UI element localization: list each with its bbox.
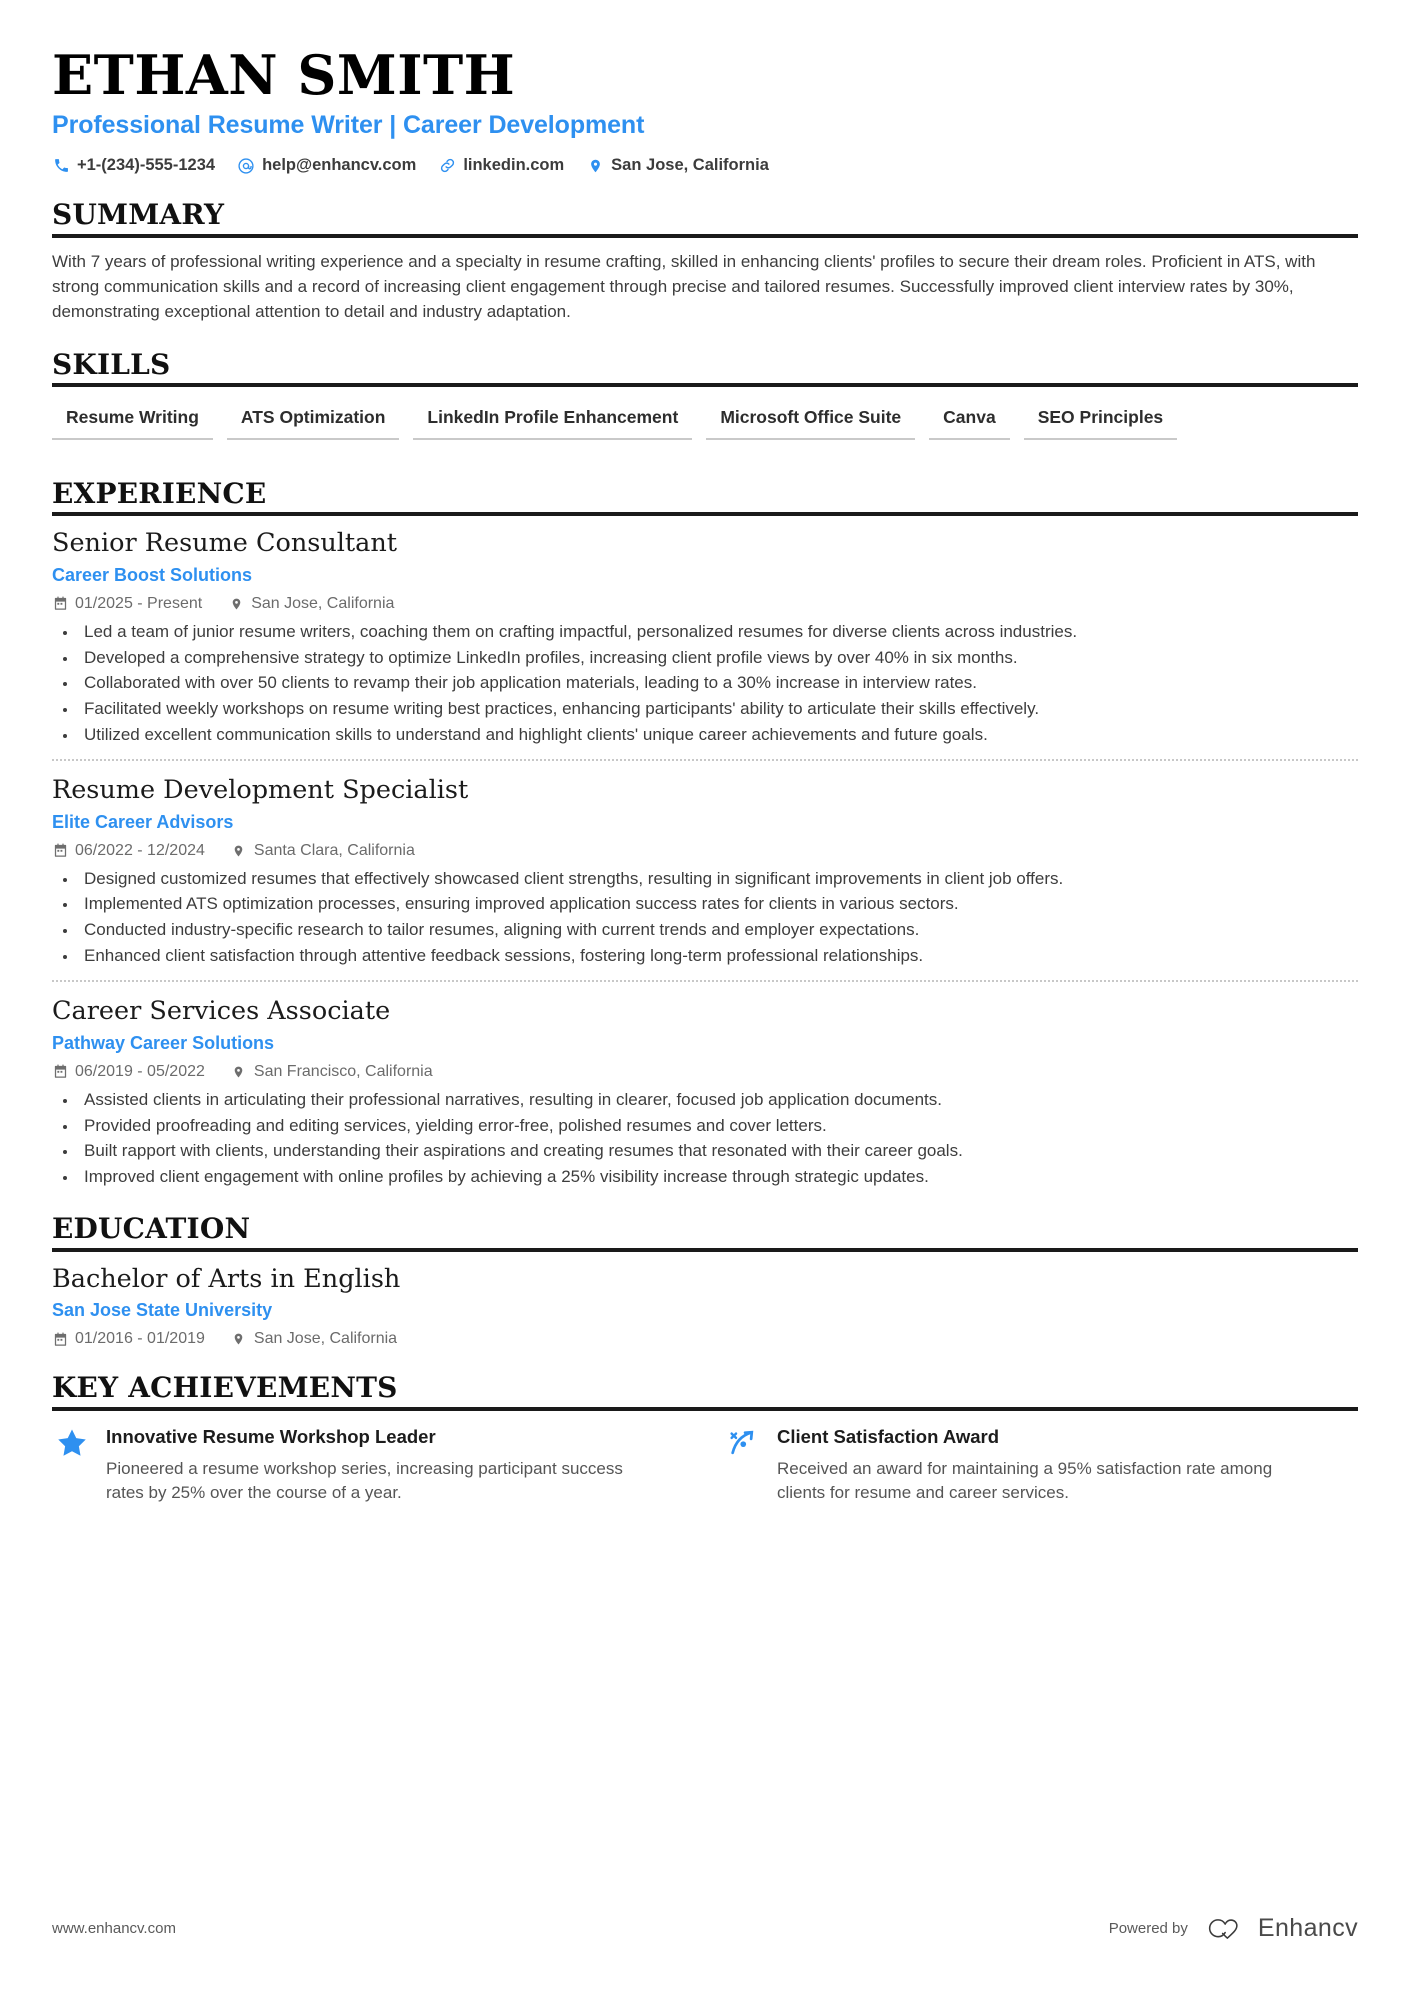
- education-dates: [52, 1330, 205, 1348]
- education-location: [231, 1330, 397, 1348]
- job-location: [231, 842, 415, 860]
- enhancv-brand-name: Enhancv: [1257, 1914, 1358, 1942]
- achievement-title: Innovative Resume Workshop Leader: [106, 1425, 436, 1447]
- achievement-title: Client Satisfaction Award: [777, 1425, 1000, 1447]
- job-dates-text: 01/2025 - Present: [75, 594, 203, 612]
- education-dates-text: 01/2016 - 01/2019: [75, 1330, 205, 1348]
- section-divider: [52, 234, 1358, 238]
- job-location-text: San Francisco, California: [253, 1062, 433, 1080]
- achievement-body: [106, 1425, 687, 1505]
- job-location: [228, 595, 394, 613]
- contact-email-text: help@enhancv.com: [262, 156, 417, 175]
- bullet-item: • Designed customized resumes that effectively showcased client strengths, resulting in significant improvements in client job offers.: [78, 867, 1343, 892]
- location-pin-icon: [228, 596, 244, 612]
- page-footer: [52, 1914, 1358, 1943]
- skill-item: Resume Writing: [52, 401, 213, 440]
- skill-item: SEO Principles: [1024, 401, 1177, 440]
- education-meta: [52, 1330, 1358, 1348]
- job-meta: [52, 842, 1358, 860]
- contact-location: [586, 156, 769, 175]
- school-name[interactable]: San Jose State University: [52, 1300, 273, 1321]
- skill-item: Canva: [929, 401, 1010, 440]
- link-icon: [438, 157, 456, 175]
- enhancv-brand: [1206, 1914, 1358, 1943]
- achievement-description: Pioneered a resume workshop series, increasing participant success rates by 25% over the course of a year.: [106, 1458, 623, 1503]
- skills-list: [52, 401, 1358, 454]
- candidate-name: ETHAN SMITH: [52, 43, 516, 107]
- location-pin-icon: [231, 1331, 247, 1347]
- calendar-icon: [52, 596, 68, 612]
- section-title-education: EDUCATION: [52, 1212, 251, 1246]
- bullet-item: • Built rapport with clients, understanding their aspirations and creating resumes that resonated with their career goals.: [78, 1139, 1343, 1164]
- degree-title: Bachelor of Arts in English: [52, 1263, 401, 1294]
- footer-branding: [1109, 1914, 1358, 1943]
- job-dates-text: 06/2019 - 05/2022: [75, 1062, 205, 1080]
- experience-entry: [52, 516, 1358, 747]
- bullet-item: • Implemented ATS optimization processes, ensuring improved application success rates for clients in various sectors.: [78, 892, 1343, 917]
- bullet-item: • Provided proofreading and editing services, yielding error-free, polished resumes and cover letters.: [78, 1114, 1343, 1139]
- contact-phone-text: +1-(234)-555-1234: [77, 156, 216, 175]
- bullet-item: • Enhanced client satisfaction through attentive feedback sessions, fostering long-term professional relationships.: [78, 944, 1343, 969]
- section-divider: [52, 1407, 1358, 1411]
- job-meta: [52, 1063, 1358, 1081]
- bullet-item: • Assisted clients in articulating their professional narratives, resulting in clearer, focused job application documents.: [78, 1088, 1343, 1113]
- job-dates: [52, 1063, 205, 1081]
- skill-item: Microsoft Office Suite: [706, 401, 915, 440]
- company-name[interactable]: Career Boost Solutions: [52, 564, 253, 585]
- calendar-icon: [52, 1064, 68, 1080]
- achievements-grid: [52, 1425, 1358, 1505]
- achievement-description: Received an award for maintaining a 95% satisfaction rate among clients for resume and career services.: [777, 1458, 1273, 1503]
- achievement-item: [723, 1425, 1358, 1505]
- job-meta: [52, 595, 1358, 613]
- achievement-body: [777, 1425, 1358, 1505]
- education-entry: [52, 1252, 1358, 1349]
- star-icon: [52, 1425, 92, 1459]
- job-bullets: [52, 1088, 1358, 1190]
- job-title: Career Services Associate: [52, 996, 391, 1027]
- section-summary: [52, 199, 1358, 324]
- company-name[interactable]: Pathway Career Solutions: [52, 1032, 275, 1053]
- resume-header: [52, 43, 1358, 175]
- job-title: Resume Development Specialist: [52, 775, 469, 806]
- bullet-item: • Utilized excellent communication skills to understand and highlight clients' unique career achievements and future goals.: [78, 723, 1343, 748]
- location-pin-icon: [231, 1064, 247, 1080]
- contact-row: [52, 156, 1358, 175]
- calendar-icon: [52, 843, 68, 859]
- section-title-summary: SUMMARY: [52, 198, 225, 232]
- contact-email[interactable]: [237, 156, 416, 175]
- section-title-experience: EXPERIENCE: [52, 476, 267, 510]
- summary-text: With 7 years of professional writing experience and a specialty in resume crafting, skilled in enhancing clients' profiles to secure their dream roles. Proficient in ATS, with strong communication skills and a record of increasing client engagement through precise and tailored resumes. Successfully improved client interview rates by 30%, demonstrating exceptional attention to detail and industry adaptation.: [52, 251, 1316, 321]
- achievement-item: [52, 1425, 687, 1505]
- growth-arrow-icon: [723, 1425, 763, 1459]
- job-bullets: [52, 620, 1358, 747]
- footer-url[interactable]: www.enhancv.com: [52, 1920, 176, 1937]
- bullet-item: • Facilitated weekly workshops on resume writing best practices, enhancing participants' ability to articulate their skills effectively.: [78, 697, 1343, 722]
- skill-item: LinkedIn Profile Enhancement: [413, 401, 692, 440]
- section-skills: [52, 349, 1358, 454]
- contact-link-text: linkedin.com: [463, 156, 565, 175]
- bullet-item: • Improved client engagement with online profiles by achieving a 25% visibility increase through strategic updates.: [78, 1165, 1343, 1190]
- company-name[interactable]: Elite Career Advisors: [52, 811, 234, 832]
- experience-entry: [52, 759, 1358, 968]
- job-dates: [52, 595, 202, 613]
- section-education: [52, 1213, 1358, 1348]
- bullet-item: • Led a team of junior resume writers, coaching them on crafting impactful, personalized resumes for diverse clients across industries.: [78, 620, 1343, 645]
- section-title-achievements: KEY ACHIEVEMENTS: [52, 1371, 398, 1405]
- phone-icon: [52, 157, 70, 175]
- location-pin-icon: [231, 843, 247, 859]
- skill-item: ATS Optimization: [227, 401, 400, 440]
- calendar-icon: [52, 1331, 68, 1347]
- section-achievements: [52, 1372, 1358, 1505]
- email-icon: [237, 157, 255, 175]
- job-bullets: [52, 867, 1358, 969]
- contact-location-text: San Jose, California: [611, 156, 769, 175]
- powered-by-label: Powered by: [1108, 1920, 1188, 1937]
- section-title-skills: SKILLS: [52, 347, 171, 381]
- job-title: Senior Resume Consultant: [52, 528, 398, 559]
- section-divider: [52, 383, 1358, 387]
- job-location: [231, 1063, 433, 1081]
- education-location-text: San Jose, California: [253, 1330, 398, 1348]
- job-dates-text: 06/2022 - 12/2024: [75, 841, 205, 859]
- job-dates: [52, 842, 205, 860]
- job-location-text: San Jose, California: [251, 594, 395, 612]
- bullet-item: • Collaborated with over 50 clients to revamp their job application materials, leading to a 30% increase in interview rates.: [78, 671, 1343, 696]
- bullet-item: • Conducted industry-specific research to tailor resumes, aligning with current trends and employer expectations.: [78, 918, 1343, 943]
- location-pin-icon: [586, 157, 604, 175]
- candidate-headline: Professional Resume Writer | Career Development: [52, 111, 645, 140]
- section-experience: [52, 478, 1358, 1189]
- experience-entry: [52, 980, 1358, 1189]
- bullet-item: • Developed a comprehensive strategy to optimize LinkedIn profiles, increasing client profile views by over 40% in six months.: [78, 646, 1343, 671]
- job-location-text: Santa Clara, California: [253, 841, 415, 859]
- contact-phone[interactable]: [52, 156, 215, 175]
- enhancv-logo-icon: [1206, 1916, 1248, 1942]
- contact-link[interactable]: [438, 156, 564, 175]
